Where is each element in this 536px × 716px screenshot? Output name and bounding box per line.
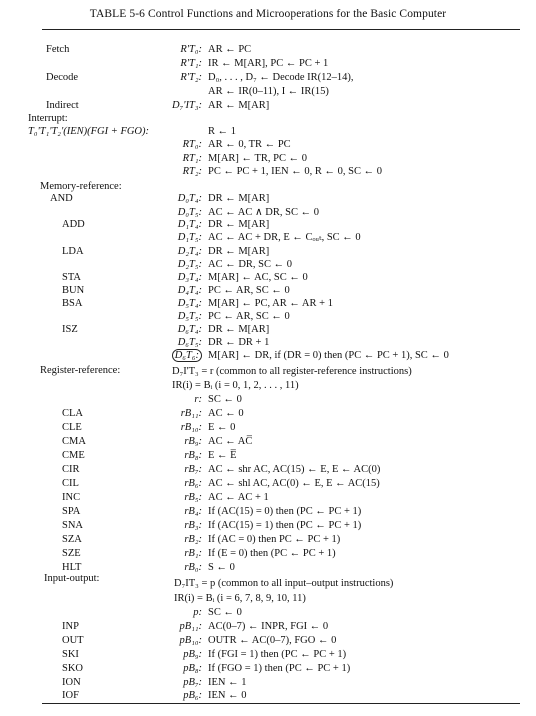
table-row: [0, 421, 536, 434]
row-timing: rB₂:: [184, 534, 202, 545]
table-row: [0, 620, 536, 633]
row-operation: PC ← PC + 1, IEN ← 0, R ← 0, SC ← 0: [208, 166, 382, 177]
row-label: LDA: [62, 246, 84, 257]
row-timing: rB₁₁:: [180, 408, 202, 419]
table-row: [0, 676, 536, 689]
row-timing: D₃T₄:: [177, 272, 202, 283]
row-label: SZA: [62, 534, 82, 545]
table-row: [0, 449, 536, 462]
row-timing: pB₆:: [183, 690, 202, 701]
row-timing: rB₅:: [184, 492, 202, 503]
section-heading: Interrupt:: [28, 113, 68, 124]
table-row: [0, 547, 536, 560]
row-operation: R ← 1: [208, 126, 237, 137]
row-operation: SC ← 0: [208, 607, 242, 618]
row-operation: SC ← 0: [208, 394, 242, 405]
row-timing: D₆T₄:: [177, 324, 202, 335]
row-label: OUT: [62, 635, 84, 646]
row-timing: RT₂:: [182, 166, 202, 177]
row-timing: D₅T₅:: [177, 311, 202, 322]
top-rule: [42, 29, 520, 30]
row-operation: AC(0–7) ← INPR, FGI ← 0: [208, 621, 329, 632]
row-timing: D₁T₅:: [177, 232, 202, 243]
row-operation: IEN ← 1: [208, 677, 247, 688]
row-operation: AR ← 0, TR ← PC: [208, 139, 291, 150]
row-timing: pB₈:: [183, 663, 202, 674]
table-row: [0, 349, 536, 362]
table-row: [0, 379, 536, 392]
row-timing: D₅T₄:: [177, 298, 202, 309]
row-operation: DR ← M[AR]: [208, 246, 270, 257]
row-operation: AC ← AC ∧ DR, SC ← 0: [208, 207, 319, 218]
row-operation: PC ← AR, SC ← 0: [208, 285, 290, 296]
table-row: [0, 648, 536, 661]
row-label: Decode: [46, 72, 79, 83]
row-label: CMA: [62, 436, 86, 447]
row-timing: RT₀:: [182, 139, 202, 150]
table-row: [0, 125, 536, 138]
table-row: [0, 634, 536, 647]
table-row: [0, 689, 536, 702]
row-timing: R'T₁:: [180, 58, 202, 69]
row-operation: D₀, . . . , D₇ ← Decode IR(12–14),: [208, 72, 354, 83]
table-row: [0, 71, 536, 84]
row-timing: D₆T₅:: [177, 337, 202, 348]
row-label: T₀'T₁'T₂'(IEN)(FGI + FGO):: [28, 126, 150, 137]
table-row: [0, 393, 536, 406]
table-row: [0, 112, 536, 125]
row-label: CME: [62, 450, 85, 461]
row-label: IOF: [62, 690, 79, 701]
row-label: BUN: [62, 285, 85, 296]
row-timing: rB₉:: [184, 436, 202, 447]
row-timing: pB₁₀:: [179, 635, 202, 646]
row-operation: If (E = 0) then (PC ← PC + 1): [208, 548, 336, 559]
row-timing: D₂T₄:: [177, 246, 202, 257]
table-row: [0, 218, 536, 231]
row-timing: D₇'IT₃:: [172, 100, 202, 111]
row-operation: AC ← shr AC, AC(15) ← E, E ← AC(0): [208, 464, 381, 475]
row-operation: E ← 0: [208, 422, 236, 433]
table-row: [0, 165, 536, 178]
row-label: SKI: [62, 649, 79, 660]
row-timing: rB₈:: [184, 450, 202, 461]
row-label: SNA: [62, 520, 84, 531]
row-timing: rB₁:: [184, 548, 202, 559]
row-label: Indirect: [46, 100, 79, 111]
table-row: [0, 407, 536, 420]
row-operation: DR ← M[AR]: [208, 193, 270, 204]
table-row: [0, 258, 536, 271]
table-row: [0, 505, 536, 518]
row-timing: rB₄:: [184, 506, 202, 517]
row-label: CLA: [62, 408, 83, 419]
row-label: SKO: [62, 663, 84, 674]
row-label: Fetch: [46, 44, 70, 55]
row-operation: AC ← AC + 1: [208, 492, 269, 503]
row-timing: D₀T₅:: [177, 207, 202, 218]
section-heading: Register-reference:: [40, 365, 121, 376]
row-timing: rB₃:: [184, 520, 202, 531]
row-label: STA: [62, 272, 81, 283]
table-row: [0, 519, 536, 532]
table-row: [0, 271, 536, 284]
row-operation: AC ← DR, SC ← 0: [208, 259, 293, 270]
row-label: INC: [62, 492, 81, 503]
row-label: AND: [50, 193, 73, 204]
table-row: [0, 57, 536, 70]
row-operation: IR(i) = Bᵢ (i = 0, 1, 2, . . . , 11): [172, 380, 299, 391]
table-row: [0, 43, 536, 56]
table-row: [0, 662, 536, 675]
row-timing: [172, 349, 202, 362]
row-operation: AC ← AC̅: [208, 436, 253, 447]
row-operation: DR ← M[AR]: [208, 219, 270, 230]
table-row: [0, 365, 536, 378]
row-operation: AR ← IR(0–11), I ← IR(15): [208, 86, 329, 97]
row-operation: M[AR] ← TR, PC ← 0: [208, 153, 307, 164]
row-label: CLE: [62, 422, 82, 433]
row-operation: IR(i) = Bᵢ (i = 6, 7, 8, 9, 10, 11): [174, 593, 306, 604]
table-row: [0, 323, 536, 336]
table-row: [0, 85, 536, 98]
row-timing: R'T₀:: [180, 44, 202, 55]
table-row: [0, 592, 536, 605]
row-label: BSA: [62, 298, 83, 309]
table-row: [0, 491, 536, 504]
row-label: CIR: [62, 464, 80, 475]
row-timing: rB₀:: [184, 562, 202, 573]
row-timing: pB₉:: [183, 649, 202, 660]
table-row: [0, 463, 536, 476]
row-operation: M[AR] ← AC, SC ← 0: [208, 272, 308, 283]
row-timing: RT₁:: [182, 153, 202, 164]
row-timing: rB₁₀:: [180, 422, 202, 433]
table-row: [0, 284, 536, 297]
row-operation: IEN ← 0: [208, 690, 247, 701]
table-row: [0, 477, 536, 490]
row-timing: rB₆:: [184, 478, 202, 489]
row-label: ADD: [62, 219, 85, 230]
table-row: [0, 533, 536, 546]
row-operation: IR ← M[AR], PC ← PC + 1: [208, 58, 329, 69]
row-operation: If (AC(15) = 1) then (PC ← PC + 1): [208, 520, 362, 531]
row-operation: AR ← M[AR]: [208, 100, 270, 111]
circled-timing: D₆T₆:: [172, 349, 202, 362]
row-timing: rB₇:: [184, 464, 202, 475]
row-operation: AR ← PC: [208, 44, 252, 55]
row-timing: D₀T₄:: [177, 193, 202, 204]
row-label: SZE: [62, 548, 81, 559]
row-timing: pB₇:: [183, 677, 202, 688]
row-operation: PC ← AR, SC ← 0: [208, 311, 290, 322]
row-timing: D₁T₄:: [177, 219, 202, 230]
row-timing: D₂T₅:: [177, 259, 202, 270]
table-row: [0, 310, 536, 323]
row-operation: AC ← 0: [208, 408, 244, 419]
row-label: ION: [62, 677, 81, 688]
row-operation: If (FGI = 1) then (PC ← PC + 1): [208, 649, 347, 660]
row-timing: r:: [194, 394, 202, 405]
table-row: [0, 138, 536, 151]
table-row: [0, 99, 536, 112]
row-operation: AC ← AC + DR, E ← Cₒᵤₜ, SC ← 0: [208, 232, 361, 243]
row-operation: E ← E̅: [208, 450, 237, 461]
row-timing: p:: [193, 607, 202, 618]
row-operation: M[AR] ← DR, if (DR = 0) then (PC ← PC + 1), SC ← 0: [208, 350, 449, 361]
row-operation: If (FGO = 1) then (PC ← PC + 1): [208, 663, 351, 674]
table-row: [0, 577, 536, 590]
table-title: TABLE 5-6 Control Functions and Microoperations for the Basic Computer: [89, 8, 447, 20]
row-operation: OUTR ← AC(0–7), FGO ← 0: [208, 635, 337, 646]
section-heading: Input-output:: [44, 573, 100, 584]
table-row: [0, 606, 536, 619]
table-row: [0, 336, 536, 349]
row-timing: D₄T₄:: [177, 285, 202, 296]
bottom-rule: [42, 703, 520, 704]
section-heading: Memory-reference:: [40, 181, 122, 192]
row-timing: pB₁₁:: [179, 621, 202, 632]
row-label: SPA: [62, 506, 81, 517]
row-label: INP: [62, 621, 79, 632]
table-row: [0, 435, 536, 448]
row-timing: R'T₂:: [180, 72, 202, 83]
row-operation: D₇I'T₃ = r (common to all register-reference instructions): [172, 366, 412, 377]
table-row: [0, 192, 536, 205]
row-operation: M[AR] ← PC, AR ← AR + 1: [208, 298, 333, 309]
table-row: [0, 245, 536, 258]
row-operation: DR ← M[AR]: [208, 324, 270, 335]
row-operation: If (AC(15) = 0) then (PC ← PC + 1): [208, 506, 362, 517]
row-operation: S ← 0: [208, 562, 235, 573]
row-label: CIL: [62, 478, 79, 489]
table-row: [0, 152, 536, 165]
table-row: [0, 297, 536, 310]
row-label: ISZ: [62, 324, 78, 335]
table-row: [0, 231, 536, 244]
row-operation: If (AC = 0) then PC ← PC + 1): [208, 534, 341, 545]
row-operation: DR ← DR + 1: [208, 337, 270, 348]
row-operation: D₇IT₃ = p (common to all input–output instructions): [174, 578, 394, 589]
row-label: HLT: [62, 562, 82, 573]
row-operation: AC ← shl AC, AC(0) ← E, E ← AC(15): [208, 478, 380, 489]
